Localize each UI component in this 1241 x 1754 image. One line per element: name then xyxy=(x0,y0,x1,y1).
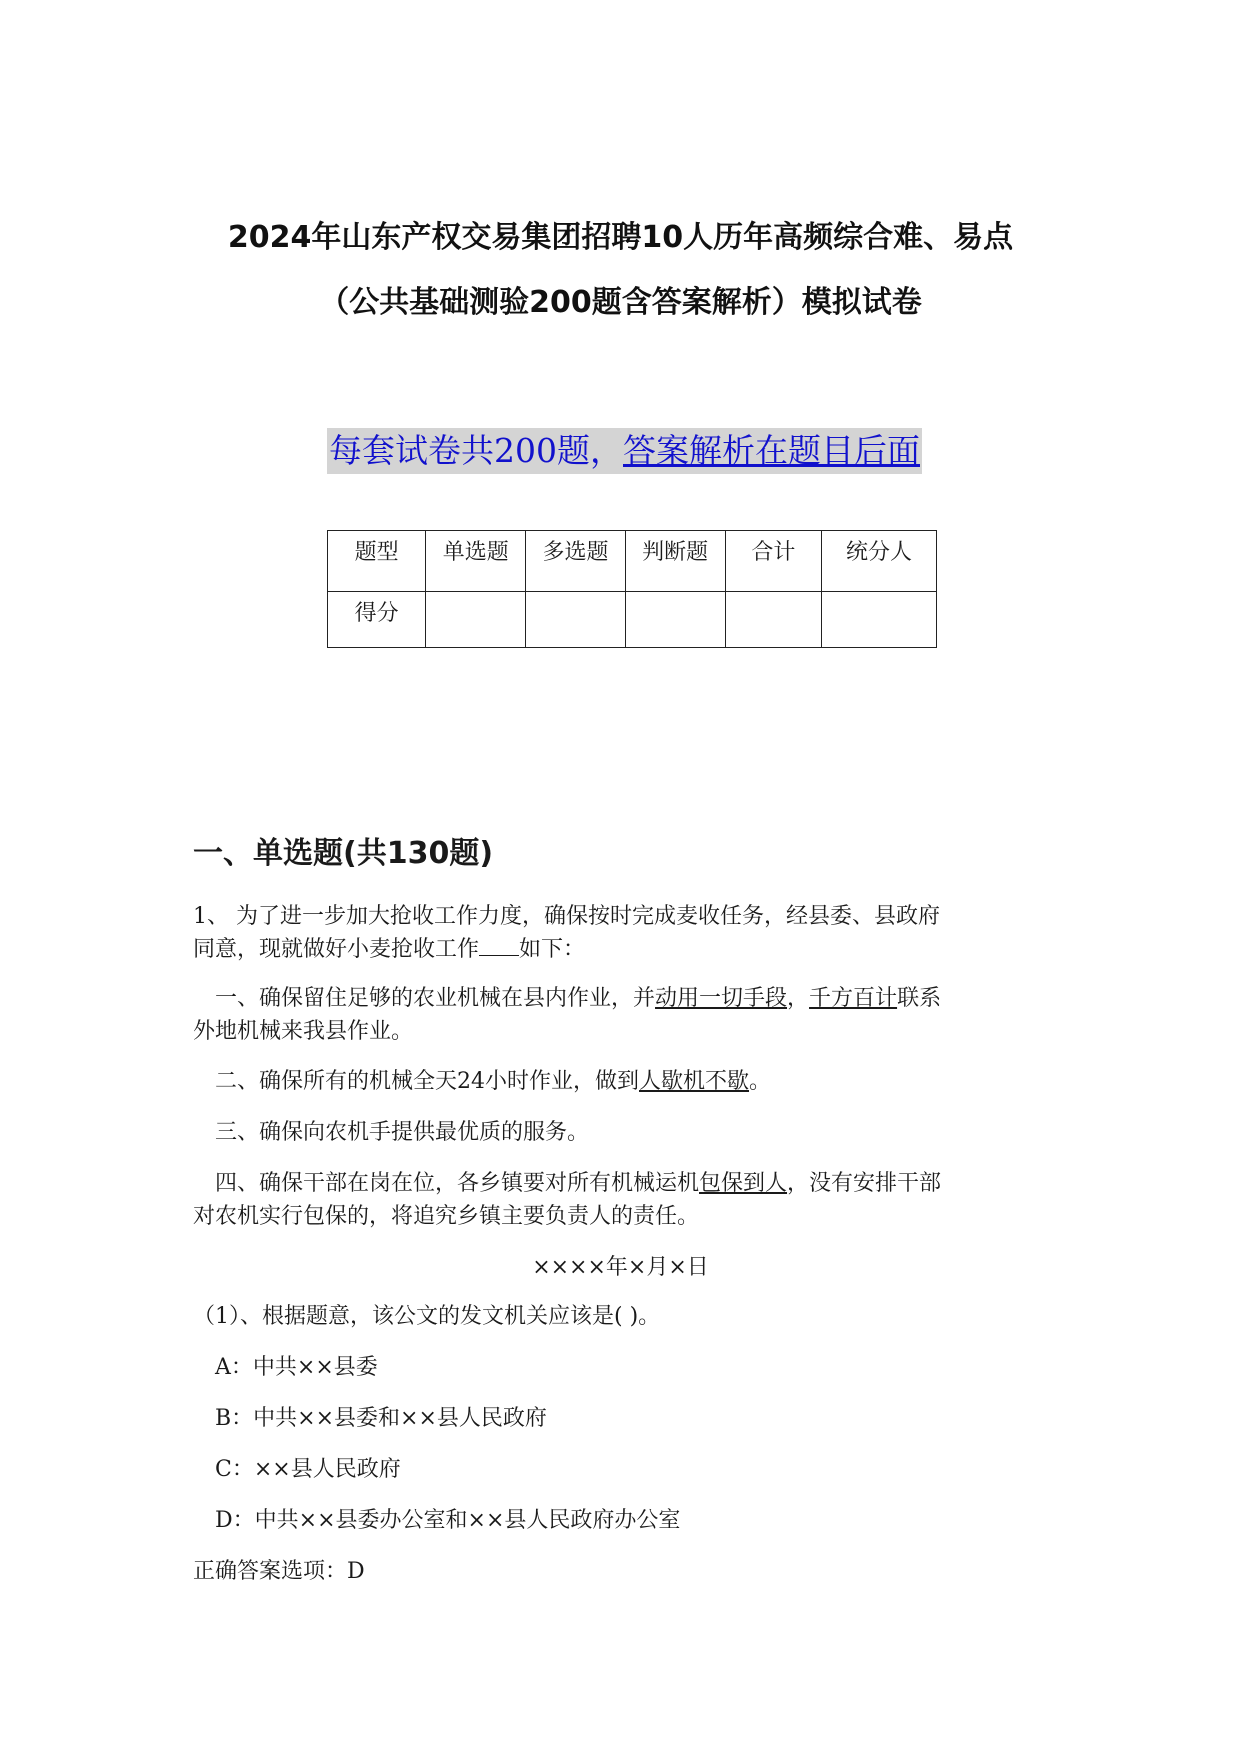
section-title: 一、单选题(共130题) xyxy=(193,836,494,871)
score-table-score-row xyxy=(328,592,937,648)
question-1-intro xyxy=(193,900,1055,966)
option-c[interactable]: C：××县人民政府 xyxy=(215,1457,401,1482)
header-true-false: 判断题 xyxy=(625,531,725,592)
score-cell-multiple[interactable] xyxy=(526,592,625,648)
sub-question-1: （1）、根据题意，该公文的发文机关应该是( )。 xyxy=(193,1304,661,1329)
row-label-score: 得分 xyxy=(328,592,426,648)
notice-item-3: 三、确保向农机手提供最优质的服务。 xyxy=(215,1120,590,1145)
correct-answer: 正确答案选项：D xyxy=(193,1559,365,1584)
score-cell-total[interactable] xyxy=(725,592,821,648)
option-a[interactable]: A：中共××县委 xyxy=(215,1355,378,1380)
score-table-header-row xyxy=(328,531,937,592)
question-1-intro-line-1: 1、 为了进一步加大抢收工作力度，确保按时完成麦收任务，经县委、县政府 xyxy=(193,904,940,929)
option-b[interactable]: B：中共××县委和××县人民政府 xyxy=(215,1406,547,1431)
underlined-phrase: 千方百计 xyxy=(809,986,898,1011)
option-d[interactable]: D：中共××县委办公室和××县人民政府办公室 xyxy=(215,1508,681,1533)
underlined-phrase: 动用一切手段 xyxy=(655,986,788,1011)
notice-item-4: 四、确保干部在岗在位，各乡镇要对所有机械运机包保到人，没有安排干部 对农机实行包保的，将追究乡镇主要负责人的责任。 xyxy=(193,1171,942,1229)
notice-item-1: 一、确保留住足够的农业机械在县内作业，并动用一切手段，千方百计联系 外地机械来我县作业。 xyxy=(193,986,942,1044)
score-cell-single[interactable] xyxy=(426,592,526,648)
doc-title-line-2: （公共基础测验200题含答案解析）模拟试卷 xyxy=(319,285,922,320)
underlined-phrase: 包保到人 xyxy=(699,1171,788,1196)
banner-text: 每套试卷共200题， xyxy=(329,431,623,470)
score-cell-scorer[interactable] xyxy=(821,592,936,648)
score-table xyxy=(327,530,937,648)
header-total: 合计 xyxy=(725,531,821,592)
header-question-type: 题型 xyxy=(328,531,426,592)
underlined-phrase: 人歇机不歇 xyxy=(639,1069,750,1094)
question-1-intro-line-2: 同意，现就做好小麦抢收工作 如下： xyxy=(193,933,1055,966)
fill-blank xyxy=(479,933,519,956)
notice-item-2: 二、确保所有的机械全天24小时作业，做到人歇机不歇。 xyxy=(215,1069,772,1094)
notice-date: ××××年×月×日 xyxy=(532,1255,709,1280)
header-scorer: 统分人 xyxy=(821,531,936,592)
doc-title-line-1: 2024年山东产权交易集团招聘10人历年高频综合难、易点 xyxy=(227,220,1014,255)
banner-answer-link[interactable]: 答案解析在题目后面 xyxy=(623,431,920,470)
header-multiple-choice: 多选题 xyxy=(526,531,625,592)
header-single-choice: 单选题 xyxy=(426,531,526,592)
score-cell-true-false[interactable] xyxy=(625,592,725,648)
banner xyxy=(327,428,922,474)
